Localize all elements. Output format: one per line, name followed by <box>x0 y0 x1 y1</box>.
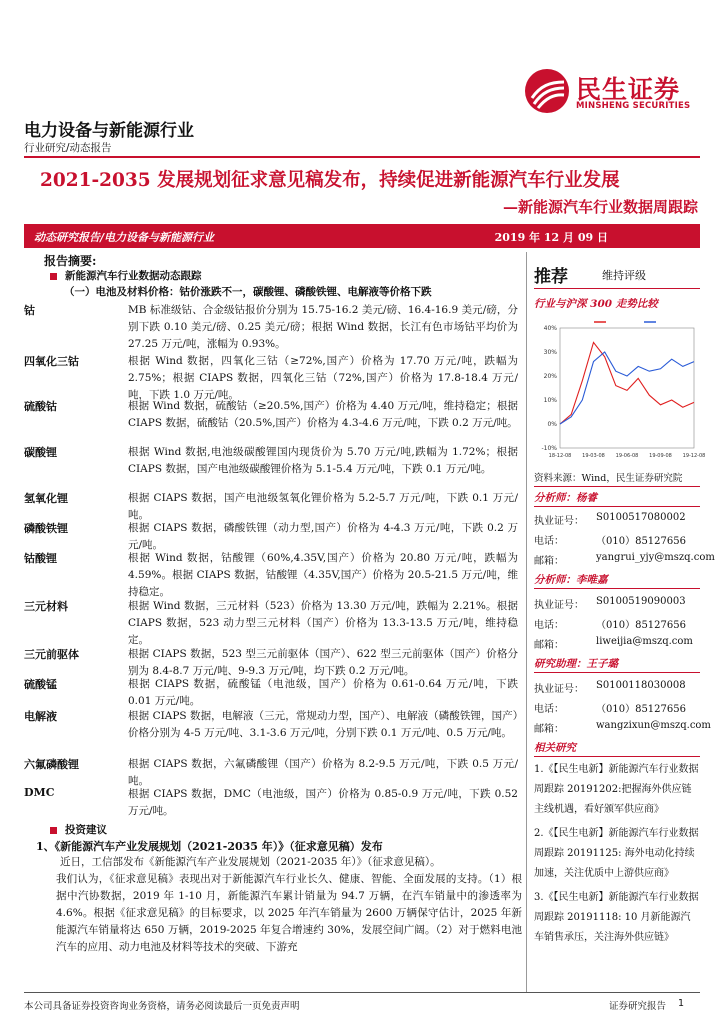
x-tick-label: 19-12-08 <box>682 453 706 459</box>
item-text: 根据 Wind 数据，三元材料（523）价格为 13.30 万元/吨，跌幅为 2.21%。根据 CIAPS 数据，523 动力型三元材料（国产）价格为 13.3-13.5 万元/吨，维持稳定。 <box>128 600 518 646</box>
value: S0100519090003 <box>596 596 686 607</box>
header-rule <box>24 156 700 158</box>
x-tick-label: 19-03-08 <box>582 453 605 459</box>
value[interactable]: liweijia@mszq.com <box>596 636 693 647</box>
label: 电话： <box>534 536 564 547</box>
sidebar-rule <box>534 672 700 673</box>
item-name: 四氧化三钴 <box>24 355 79 368</box>
report-title: 2021-2035 发展规划征求意见稿发布，持续促进新能源汽车行业发展 <box>40 170 620 191</box>
item-text: 根据 Wind 数据，硫酸钴（≥20.5%,国产）价格为 4.40 万元/吨，维持稳定；根据 CIAPS 数据，硫酸钴（20.5%,国产）价格为 4.3-4.6 万元/吨，下跌 0.2 万元/吨。 <box>128 400 518 429</box>
label: 邮箱： <box>534 640 564 651</box>
logo-text-en: MINSHENG SECURITIES <box>576 101 691 111</box>
analyst2-heading: 分析师：李唯嘉 <box>534 574 608 586</box>
item-text: 根据 CIAPS 数据，六氟磷酸锂（国产）价格为 8.2-9.5 万元/吨，下跌 0.5 万元/吨。 <box>128 758 518 787</box>
y-tick-label: 10% <box>543 397 557 404</box>
label: 执业证号： <box>534 684 584 695</box>
item-text: MB 标准级钴、合金级钴报价分别为 15.75-16.2 美元/磅、16.4-16.9 美元/磅，分别下跌 0.10 美元/磅、0.25 美元/磅；根据 Wind 数据，长江有色市场钴平均价为 27.25 万元/吨，涨幅为 0.93%。 <box>128 304 518 350</box>
section-bullet <box>50 822 107 837</box>
item-name: DMC <box>24 786 55 799</box>
label: 邮箱： <box>534 724 564 735</box>
report-info-bar <box>24 224 700 248</box>
item-name: 氢氧化锂 <box>24 492 68 505</box>
value: S0100118030008 <box>596 680 686 691</box>
item-text: 根据 CIAPS 数据，DMC（电池级，国产）价格为 0.85-0.9 万元/吨，下跌 0.52 万元/吨。 <box>128 788 518 817</box>
company-logo <box>524 68 694 118</box>
assistant-heading: 研究助理：王子璐 <box>534 658 618 670</box>
footer-disclaimer: 本公司具备证券投资咨询业务资格，请务必阅读最后一页免责声明 <box>24 1001 300 1012</box>
label: 执业证号： <box>534 600 584 611</box>
item-name: 硫酸锰 <box>24 678 57 691</box>
value: （010）85127656 <box>596 620 686 631</box>
y-tick-label: 30% <box>543 349 557 356</box>
value: S0100517080002 <box>596 512 686 523</box>
item-name: 钴酸锂 <box>24 552 57 565</box>
item-text: 根据 Wind 数据,电池级碳酸锂国内现货价为 5.70 万元/吨,跌幅为 1.72%；根据 CIAPS 数据，国产电池级碳酸锂价格为 5.1-5.4 万元/吨，下跌 0.1 万元/吨。 <box>128 446 518 475</box>
x-tick-label: 19-09-08 <box>649 453 672 459</box>
logo-text-cn: 民生证券 <box>576 75 681 104</box>
sidebar-rule <box>534 756 700 757</box>
label: 电话： <box>534 704 564 715</box>
sidebar-rule <box>534 486 700 487</box>
item-text: 根据 CIAPS 数据，国产电池级氢氧化锂价格为 5.2-5.7 万元/吨，下跌 0.1 万元/吨。 <box>128 492 518 521</box>
trend-chart <box>534 314 706 464</box>
subsection-heading: （一）电池及材料价格：钴价涨跌不一，碳酸锂、磷酸铁锂、电解液等价格下跌 <box>64 286 432 298</box>
value: （010）85127656 <box>596 704 686 715</box>
x-tick-label: 18-12-08 <box>548 453 572 459</box>
item-name: 三元前驱体 <box>24 648 79 661</box>
label: 邮箱： <box>534 556 564 567</box>
bullet-square-icon <box>50 273 57 280</box>
section-heading: 新能源汽车行业数据动态跟踪 <box>65 270 202 282</box>
analyst1-heading: 分析师：杨睿 <box>534 492 597 504</box>
y-tick-label: 40% <box>543 325 557 332</box>
series-line <box>560 342 694 424</box>
invest-heading: 投资建议 <box>65 824 107 836</box>
industry-name: 电力设备与新能源行业 <box>24 121 194 141</box>
item-text: 根据 CIAPS 数据，磷酸铁锂（动力型,国产）价格为 4-4.3 万元/吨，下跌 0.2 万元/吨。 <box>128 522 518 551</box>
column-divider <box>526 252 527 992</box>
related-item[interactable]: 2.《【民生电新】新能源汽车行业数据周跟踪 20191125: 海外电动化持续加速，关注优质中上游供应商》 <box>534 828 699 879</box>
chart-source: 资料来源：Wind，民生证券研究院 <box>534 473 683 484</box>
related-item[interactable]: 3.《【民生电新】新能源汽车行业数据周跟踪 20191118: 10 月新能源汽车销售承压，关注海外供应链》 <box>534 892 699 943</box>
page-number: 1 <box>677 998 684 1009</box>
item-text: 根据 CIAPS 数据，523 型三元前驱体（国产）、622 型三元前驱体（国产）价格分别为 8.4-8.7 万元/吨、9-9.3 万元/吨，均下跌 0.2 万元/吨。 <box>128 648 518 677</box>
sidebar-rule <box>534 588 700 589</box>
y-tick-label: 20% <box>543 373 557 380</box>
y-tick-label: 0% <box>547 421 557 428</box>
report-subtitle: —新能源汽车行业数据周跟踪 <box>502 198 698 216</box>
item-name: 电解液 <box>24 710 57 723</box>
item-text: 根据 CIAPS 数据，电解液（三元，常规动力型，国产）、电解液（磷酸铁锂，国产）价格分别为 4-5 万元/吨、3.1-3.6 万元/吨，分别下跌 0.1 万元/吨、0.5 万元/吨。 <box>128 710 518 739</box>
report-date: 2019 年 12 月 09 日 <box>494 231 608 244</box>
paragraph: 我们认为，《征求意见稿》表现出对于新能源汽车行业长久、健康、智能、全面发展的支持。（1）根据中汽协数据，2019 年 1-10 月，新能源汽车累计销量为 94.7 万辆，在汽车销量中的渗透率为 4.6%。根据《征求意见稿》的目标要求，以 2025 年汽车销量为 2600 万辆保守估计，2025 年新能源汽车销量将达 650 万辆，2019-2025 年复合增速约 30%，发展空间广阔。（2）对于燃料电池汽车的应用、动力电池及材料等技术的突破、下游充 <box>56 873 522 953</box>
footer-rule <box>24 992 700 993</box>
report-subtype: 行业研究/动态报告 <box>24 142 112 154</box>
summary-heading: 报告摘要: <box>44 254 97 268</box>
item-name: 碳酸锂 <box>24 446 57 459</box>
related-item[interactable]: 1.《【民生电新】新能源汽车行业数据周跟踪 20191202:把握海外供应链主线机遇，看好颁军供应商》 <box>534 764 699 815</box>
value: （010）85127656 <box>596 536 686 547</box>
bullet-square-icon <box>50 827 57 834</box>
chart-heading: 行业与沪深 300 走势比较 <box>534 298 658 310</box>
label: 电话： <box>534 620 564 631</box>
paragraph: 近日，工信部发布《新能源汽车产业发展规划（2021-2035 年）》（征求意见稿）。 <box>60 856 441 868</box>
y-tick-label: -10% <box>541 445 557 452</box>
sidebar-rule <box>534 288 700 289</box>
value[interactable]: wangzixun@mszq.com <box>596 720 711 731</box>
item-text: 根据 Wind 数据，钴酸锂（60%,4.35V,国产）价格为 20.80 万元/吨，跌幅为 4.59%。根据 CIAPS 数据，钴酸锂（4.35V,国产）价格为 20.5-21.5 万元/吨，维持稳定。 <box>128 552 518 598</box>
item-name: 钴 <box>24 304 35 317</box>
item-name: 六氟磷酸锂 <box>24 758 79 771</box>
sidebar-rule <box>534 506 700 507</box>
item-text: 根据 CIAPS 数据，硫酸锰（电池级，国产）价格为 0.61-0.64 万元/吨，下跌 0.01 万元/吨。 <box>128 678 518 707</box>
section-bullet <box>50 268 202 283</box>
report-category: 动态研究报告/电力设备与新能源行业 <box>34 231 215 244</box>
label: 执业证号： <box>534 516 584 527</box>
footer-label: 证券研究报告 <box>608 1001 666 1012</box>
item-name: 磷酸铁锂 <box>24 522 68 535</box>
rating-note: 维持评级 <box>602 269 646 282</box>
item-text: 根据 Wind 数据，四氧化三钴（≥72%,国产）价格为 17.70 万元/吨，跌幅为 2.75%；根据 CIAPS 数据，四氧化三钴（72%,国产）价格为 17.8-18.4 万元/吨，下跌 1.0 万元/吨。 <box>128 355 518 401</box>
x-tick-label: 19-06-08 <box>615 453 639 459</box>
item-name: 硫酸钴 <box>24 400 57 413</box>
invest-subheading: 1、《新能源汽车产业发展规划（2021-2035 年）》（征求意见稿）发布 <box>36 840 383 853</box>
related-heading: 相关研究 <box>534 742 576 754</box>
logo-mark-icon <box>524 68 570 114</box>
item-name: 三元材料 <box>24 600 68 613</box>
rating: 推荐 <box>534 267 568 287</box>
value[interactable]: yangrui_yjy@mszq.com <box>596 552 715 563</box>
